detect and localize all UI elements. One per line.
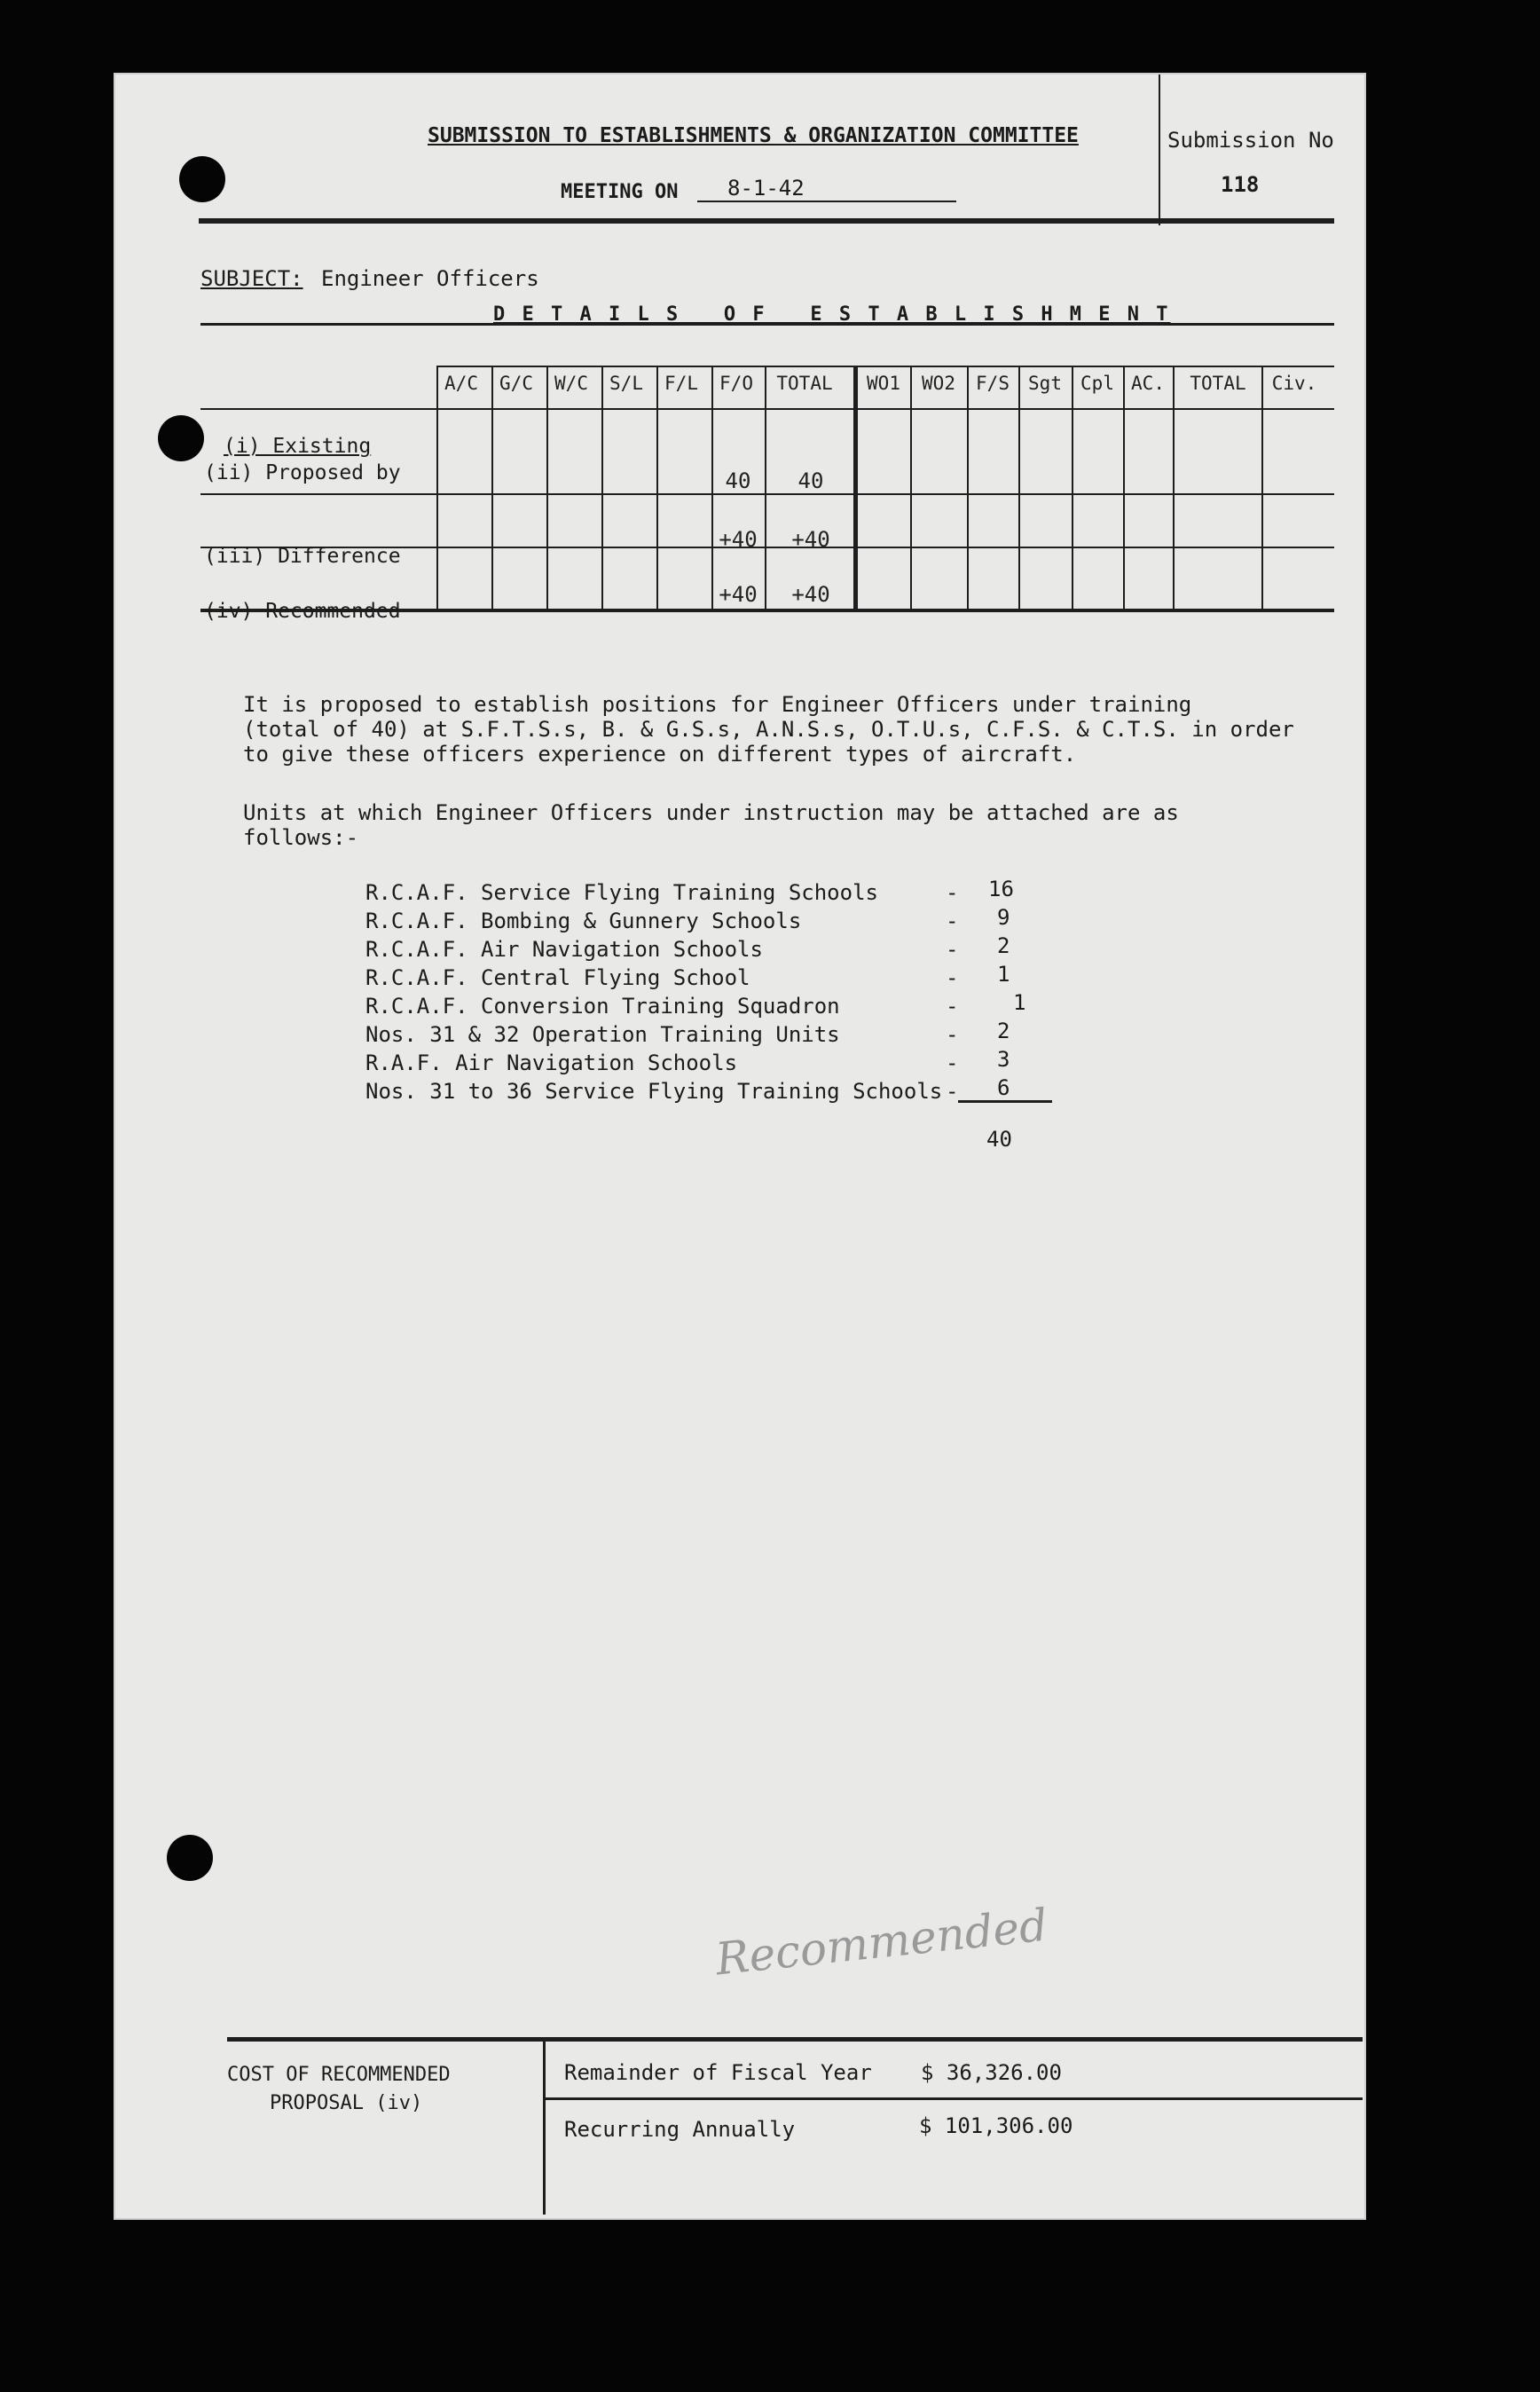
- table-col-rule: [1123, 366, 1125, 612]
- cost-box-middle-rule: [543, 2097, 1363, 2100]
- paragraph-2-line-1: Units at which Engineer Officers under instruction may be attached are as: [243, 800, 1179, 825]
- table-col-rule: [601, 366, 603, 612]
- unit-dash: -: [946, 1079, 959, 1104]
- col-header: AC.: [1131, 373, 1165, 394]
- punch-hole-middle: [158, 415, 204, 461]
- unit-dash: -: [946, 1050, 959, 1075]
- document-page: [114, 73, 1366, 2220]
- table-col-rule: [1072, 366, 1073, 612]
- table-rule: [200, 408, 1334, 410]
- col-header: Cpl: [1080, 373, 1114, 394]
- document-title: SUBMISSION TO ESTABLISHMENTS & ORGANIZATION COMMITTEE: [428, 124, 1079, 147]
- col-header: WO1: [867, 373, 900, 394]
- table-col-rule: [967, 366, 969, 612]
- remainder-label: Remainder of Fiscal Year: [564, 2060, 872, 2085]
- unit-name: R.C.A.F. Conversion Training Squadron: [365, 994, 840, 1019]
- recurring-label: Recurring Annually: [564, 2117, 796, 2142]
- meeting-date-underline: [697, 201, 956, 202]
- meeting-date: 8-1-42: [727, 176, 805, 201]
- col-header: Sgt: [1028, 373, 1062, 394]
- cell-recommended-fo: +40: [719, 582, 758, 607]
- cost-box-divider: [543, 2041, 546, 2215]
- unit-name: R.C.A.F. Central Flying School: [365, 965, 750, 990]
- row-label-recommended: (iv) Recommended: [204, 600, 401, 623]
- col-header: F/L: [664, 373, 698, 394]
- table-col-rule: [656, 366, 658, 612]
- unit-count: 9: [997, 905, 1010, 930]
- remainder-value: $ 36,326.00: [921, 2060, 1062, 2085]
- col-header: F/S: [976, 373, 1010, 394]
- unit-name: R.C.A.F. Service Flying Training Schools: [365, 880, 878, 905]
- col-header: TOTAL: [1190, 373, 1246, 394]
- col-header: A/C: [444, 373, 478, 394]
- unit-count: 1: [1013, 990, 1026, 1015]
- subject-value: Engineer Officers: [321, 266, 539, 291]
- col-header: F/O: [719, 373, 753, 394]
- col-header: Civ.: [1271, 373, 1317, 394]
- table-col-rule: [491, 366, 493, 612]
- table-rule: [436, 366, 1334, 367]
- row-label-existing: (i) Existing: [224, 435, 372, 458]
- col-header: W/C: [554, 373, 588, 394]
- cell-difference-fo: +40: [719, 527, 758, 552]
- cell-difference-total: +40: [791, 527, 830, 552]
- meeting-label: MEETING ON: [561, 181, 679, 203]
- table-col-rule: [1173, 366, 1175, 612]
- punch-hole-bottom: [167, 1835, 213, 1881]
- submission-label: Submission No: [1167, 128, 1334, 153]
- unit-count: 2: [997, 1019, 1010, 1043]
- submission-number: 118: [1221, 172, 1260, 197]
- col-header: WO2: [922, 373, 955, 394]
- unit-total: 40: [986, 1127, 1012, 1152]
- row-label-proposed: (ii) Proposed by: [204, 461, 401, 484]
- table-col-rule: [853, 366, 858, 612]
- table-col-rule: [1261, 366, 1263, 612]
- unit-dash: -: [946, 937, 959, 962]
- cell-recommended-total: +40: [791, 582, 830, 607]
- cell-proposed-fo: 40: [725, 468, 751, 493]
- paragraph-1-line-2: (total of 40) at S.F.T.S.s, B. & G.S.s, A.N.S.s, O.T.U.s, C.F.S. & C.T.S. in order: [243, 717, 1294, 742]
- table-col-rule: [1018, 366, 1020, 612]
- header-divider: [1159, 75, 1160, 225]
- row-label-difference: (iii) Difference: [204, 545, 401, 568]
- unit-name: Nos. 31 to 36 Service Flying Training Schools: [365, 1079, 943, 1104]
- unit-count: 6: [997, 1075, 1010, 1100]
- handwritten-recommended: Recommended: [712, 1899, 1050, 1986]
- unit-count: 2: [997, 933, 1010, 958]
- unit-dash: -: [946, 1022, 959, 1047]
- paragraph-1-line-1: It is proposed to establish positions for Engineer Officers under training: [243, 692, 1192, 717]
- col-header: TOTAL: [776, 373, 833, 394]
- cell-proposed-total: 40: [798, 468, 824, 493]
- unit-dash: -: [946, 994, 959, 1019]
- unit-name: R.C.A.F. Air Navigation Schools: [365, 937, 763, 962]
- unit-dash: -: [946, 909, 959, 933]
- paragraph-2-line-2: follows:-: [243, 825, 359, 850]
- table-title: D E T A I L S O F E S T A B L I S H M E N T: [493, 303, 1171, 326]
- table-col-rule: [910, 366, 912, 612]
- paragraph-1-line-3: to give these officers experience on different types of aircraft.: [243, 742, 1077, 767]
- cost-label-line-2: PROPOSAL (iv): [270, 2092, 423, 2114]
- subject-label: SUBJECT:: [200, 266, 303, 291]
- unit-count: 3: [997, 1047, 1010, 1072]
- unit-sum-rule: [958, 1100, 1052, 1103]
- unit-count: 1: [997, 962, 1010, 987]
- unit-dash: -: [946, 880, 959, 905]
- cost-label-line-1: COST OF RECOMMENDED: [227, 2064, 451, 2086]
- cost-box-top-rule: [227, 2037, 1363, 2042]
- unit-count: 16: [988, 877, 1014, 901]
- header-rule: [199, 218, 1334, 224]
- table-col-rule: [546, 366, 548, 612]
- unit-name: R.A.F. Air Navigation Schools: [365, 1050, 738, 1075]
- col-header: S/L: [609, 373, 643, 394]
- table-col-rule: [436, 366, 438, 612]
- recurring-value: $ 101,306.00: [919, 2113, 1073, 2138]
- unit-dash: -: [946, 965, 959, 990]
- col-header: G/C: [499, 373, 533, 394]
- unit-name: Nos. 31 & 32 Operation Training Units: [365, 1022, 840, 1047]
- table-col-rule: [765, 366, 766, 612]
- punch-hole-top: [179, 156, 225, 202]
- unit-name: R.C.A.F. Bombing & Gunnery Schools: [365, 909, 802, 933]
- table-rule: [200, 493, 1334, 495]
